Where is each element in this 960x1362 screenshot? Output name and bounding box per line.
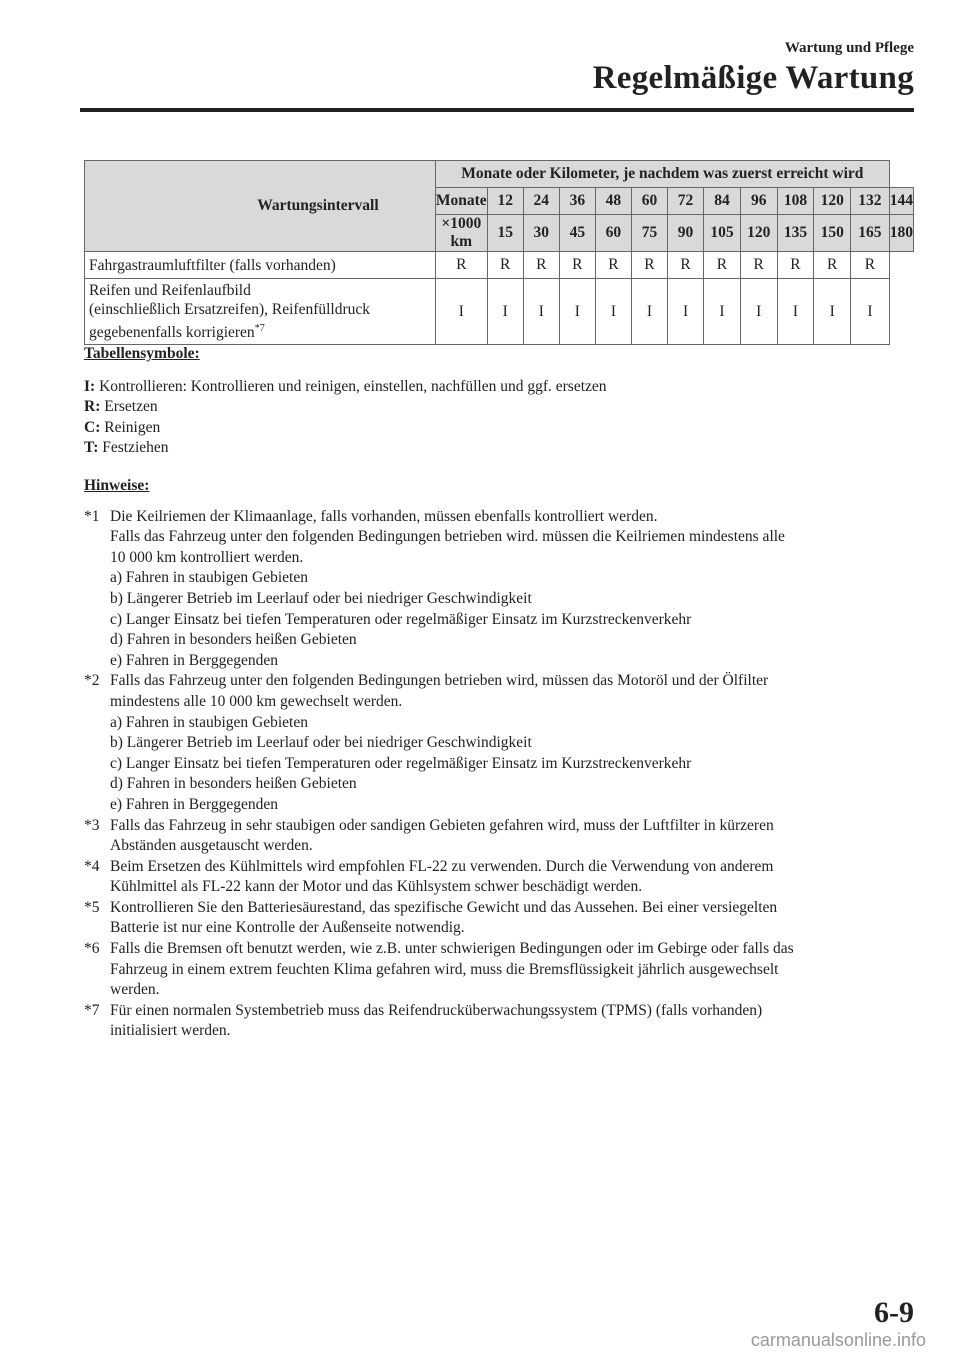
- legend-heading: Tabellensymbole:: [84, 345, 200, 362]
- table-cell: I: [777, 279, 814, 345]
- table-cell: I: [740, 279, 777, 345]
- legend-key: R:: [84, 398, 101, 415]
- note-number: *1: [84, 507, 100, 525]
- note-line: werden.: [110, 981, 160, 999]
- interval-label-cell: Wartungsintervall: [85, 161, 436, 252]
- title-rule: [80, 108, 914, 112]
- note-line: 10 000 km kontrolliert werden.: [110, 548, 304, 566]
- months-cell: 120: [814, 188, 851, 215]
- legend-item: [84, 438, 914, 459]
- note-line: Falls das Fahrzeug unter den folgenden Bedingungen betrieben wird. müssen die Keilriemen mindestens alle: [110, 528, 785, 546]
- note-line: Für einen normalen Systembetrieb muss das Reifendrucküberwachungssystem (TPMS) (falls vorhanden): [110, 1001, 763, 1019]
- legend-text: Festziehen: [98, 439, 169, 456]
- note-number: *7: [84, 1001, 100, 1019]
- km-cell: 135: [777, 215, 814, 252]
- note-item: [84, 1001, 914, 1042]
- notes-heading: Hinweise:: [84, 477, 150, 494]
- note-line: a) Fahren in staubigen Gebieten: [110, 713, 308, 731]
- km-cell: 90: [668, 215, 704, 252]
- note-line: e) Fahren in Berggegenden: [110, 795, 279, 813]
- legend-item: [84, 397, 914, 418]
- months-cell: 72: [668, 188, 704, 215]
- maintenance-table: [84, 160, 914, 345]
- note-line: Falls das Fahrzeug in sehr staubigen oder sandigen Gebieten gefahren wird, muss der Luftfilter in kürzeren: [110, 816, 774, 834]
- note-line: Batterie ist nur eine Kontrolle der Außenseite notwendig.: [110, 919, 465, 937]
- legend-key: I:: [84, 377, 96, 395]
- table-cell: I: [595, 279, 631, 345]
- table-cell: I: [851, 279, 890, 345]
- note-line: Falls die Bremsen oft benutzt werden, wie z.B. unter schwierigen Bedingungen oder im Gebirge oder falls das: [110, 940, 794, 958]
- note-number: *3: [84, 816, 100, 834]
- table-row: [85, 252, 914, 279]
- months-cell: 144: [889, 188, 913, 215]
- table-cell: R: [631, 252, 667, 279]
- months-cell: 48: [595, 188, 631, 215]
- note-line: Kontrollieren Sie den Batteriesäurestand, das spezifische Gewicht und das Aussehen. Bei einer versiegelten: [110, 898, 778, 916]
- table-cell: R: [487, 252, 523, 279]
- months-cell: 96: [740, 188, 777, 215]
- legend-item: [84, 418, 914, 439]
- months-cell: 60: [631, 188, 667, 215]
- km-cell: 150: [814, 215, 851, 252]
- table-cell: R: [668, 252, 704, 279]
- legend-key: C:: [84, 418, 101, 436]
- notes-list: [84, 507, 914, 1042]
- note-line: d) Fahren in besonders heißen Gebieten: [110, 775, 357, 793]
- note-line: Kühlmittel als FL-22 kann der Motor und das Kühlsystem schwer beschädigt werden.: [110, 878, 643, 896]
- km-cell: 45: [559, 215, 595, 252]
- km-cell: 120: [740, 215, 777, 252]
- note-line: d) Fahren in besonders heißen Gebieten: [110, 631, 357, 649]
- note-line: Beim Ersetzen des Kühlmittels wird empfohlen FL-22 zu verwenden. Durch die Verwendung von anderem: [110, 857, 774, 875]
- legend-text: Reinigen: [100, 418, 161, 436]
- note-item: [84, 857, 914, 898]
- table-cell: R: [595, 252, 631, 279]
- note-item: [84, 939, 914, 1001]
- watermark: carmanualsonline.info: [750, 1330, 926, 1350]
- note-line: mindestens alle 10 000 km gewechselt werden.: [110, 692, 403, 710]
- months-cell: 108: [777, 188, 814, 215]
- note-number: *5: [84, 898, 100, 916]
- legend-key: T:: [84, 439, 99, 456]
- table-cell: R: [435, 252, 487, 279]
- legend-text: Kontrollieren: Kontrollieren und reinigen, einstellen, nachfüllen und ggf. ersetzen: [95, 377, 607, 395]
- note-line: e) Fahren in Berggegenden: [110, 651, 279, 669]
- note-line: a) Fahren in staubigen Gebieten: [110, 569, 308, 587]
- page-number: 6-9: [874, 1296, 914, 1329]
- km-label: ×1000 km: [435, 215, 487, 252]
- km-cell: 60: [595, 215, 631, 252]
- note-item: [84, 898, 914, 939]
- row-label: Reifen und Reifenlaufbild (einschließlich Ersatzreifen), Reifenfülldruck gegebenenfalls korrigieren$^{*7}$: [85, 279, 436, 345]
- note-line: initialisiert werden.: [110, 1022, 231, 1040]
- note-number: *4: [84, 857, 100, 875]
- table-cell: R: [777, 252, 814, 279]
- table-cell: R: [814, 252, 851, 279]
- km-cell: 75: [631, 215, 667, 252]
- section-label: Wartung und Pflege: [784, 40, 914, 56]
- note-item: [84, 507, 914, 672]
- legend-list: [84, 377, 914, 459]
- table-cell: R: [523, 252, 559, 279]
- table-cell: R: [559, 252, 595, 279]
- km-cell: 105: [704, 215, 741, 252]
- note-line: Fahrzeug in einem extrem feuchten Klima gefahren wird, muss die Bremsflüssigkeit jährlich ausgewechselt: [110, 960, 779, 978]
- table-row: [85, 279, 914, 345]
- note-line: c) Langer Einsatz bei tiefen Temperaturen oder regelmäßiger Einsatz im Kurzstreckenverkehr: [110, 754, 692, 772]
- months-cell: 132: [851, 188, 890, 215]
- table-cell: I: [704, 279, 741, 345]
- note-item: [84, 671, 914, 815]
- months-cell: 24: [523, 188, 559, 215]
- note-line: Die Keilriemen der Klimaanlage, falls vorhanden, müssen ebenfalls kontrolliert werden.: [110, 507, 658, 525]
- km-cell: 180: [889, 215, 913, 252]
- legend-text: Ersetzen: [100, 398, 158, 415]
- table-cell: R: [740, 252, 777, 279]
- row-label: Fahrgastraumluftfilter (falls vorhanden): [85, 252, 436, 279]
- notes: [84, 476, 914, 1042]
- table-cell: I: [523, 279, 559, 345]
- table-cell: R: [704, 252, 741, 279]
- table-cell: I: [487, 279, 523, 345]
- km-cell: 165: [851, 215, 890, 252]
- months-cell: 12: [487, 188, 523, 215]
- note-line: b) Längerer Betrieb im Leerlauf oder bei niedriger Geschwindigkeit: [110, 734, 532, 752]
- note-line: b) Längerer Betrieb im Leerlauf oder bei niedriger Geschwindigkeit: [110, 589, 532, 607]
- table-cell: I: [435, 279, 487, 345]
- km-cell: 30: [523, 215, 559, 252]
- legend-item: [84, 377, 914, 398]
- note-line: Falls das Fahrzeug unter den folgenden Bedingungen betrieben wird, müssen das Motoröl und der Ölfilter: [110, 672, 769, 690]
- note-item: [84, 816, 914, 857]
- table-cell: R: [851, 252, 890, 279]
- table-cell: I: [631, 279, 667, 345]
- months-label: Monate: [435, 188, 487, 215]
- page-title: Regelmäßige Wartung: [592, 60, 914, 96]
- table-cell: I: [668, 279, 704, 345]
- legend: [84, 344, 914, 459]
- table-cell: I: [814, 279, 851, 345]
- note-number: *2: [84, 672, 100, 690]
- km-cell: 15: [487, 215, 523, 252]
- note-line: c) Langer Einsatz bei tiefen Temperaturen oder regelmäßiger Einsatz im Kurzstreckenverkehr: [110, 610, 692, 628]
- note-number: *6: [84, 940, 100, 958]
- table-cell: I: [559, 279, 595, 345]
- months-cell: 36: [559, 188, 595, 215]
- note-line: Abständen ausgetauscht werden.: [110, 837, 313, 855]
- months-cell: 84: [704, 188, 741, 215]
- span-header: Monate oder Kilometer, je nachdem was zuerst erreicht wird: [435, 161, 889, 188]
